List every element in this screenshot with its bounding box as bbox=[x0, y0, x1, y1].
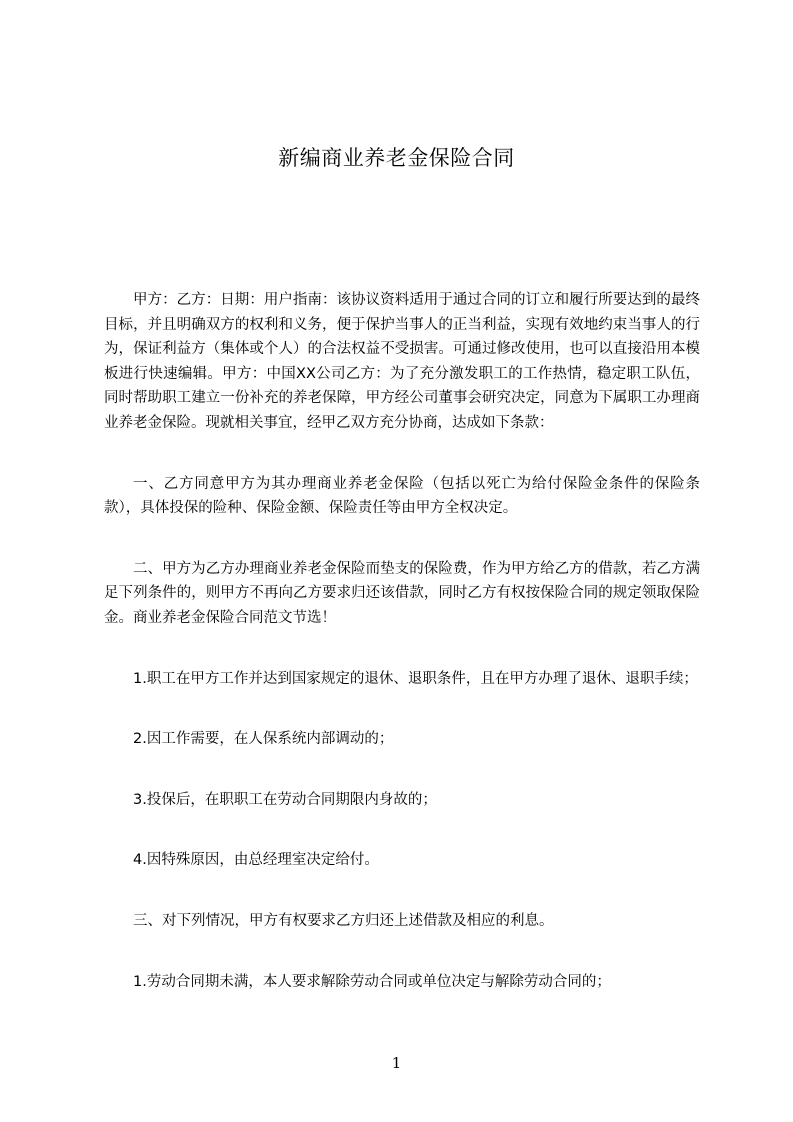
paragraph-item-4: 4.因特殊原因，由总经理室决定给付。 bbox=[133, 852, 379, 869]
paragraph-intro: 甲方：乙方：日期：用户指南：该协议资料适用于通过合同的订立和履行所要达到的最终目标，并且明确双方的权利和义务，便于保护当事人的正当利益，实现有效地约束当事人的行为，保证利益方（集体或个人）的合法权益不受损害。可通过修改使用，也可以直接沿用本模板进行快速编辑。甲方：中国XX公司乙方：为了充分激发职工的工作热情，稳定职工队伍，同时帮助职工建立一份补充的养老保障，甲方经公司董事会研究决定，同意为下属职工办理商业养老金保险。现就相关事宜，经甲乙双方充分协商，达成如下条款： bbox=[104, 292, 700, 431]
paragraph-item-1: 1.职工在甲方工作并达到国家规定的退休、退职条件，且在甲方办理了退休、退职手续； bbox=[133, 670, 698, 687]
paragraph-item-3: 3.投保后，在职职工在劳动合同期限内身故的； bbox=[133, 791, 437, 808]
paragraph-clause-1: 一、乙方同意甲方为其办理商业养老金保险（包括以死亡为给付保险金条件的保险条款），具体投保的险种、保险金额、保险责任等由甲方全权决定。 bbox=[104, 475, 700, 517]
paragraph-item-2: 2.因工作需要，在人保系统内部调动的； bbox=[133, 731, 394, 748]
document-title: 新编商业养老金保险合同 bbox=[278, 146, 515, 170]
paragraph-clause-3: 三、对下列情况，甲方有权要求乙方归还上述借款及相应的利息。 bbox=[133, 912, 554, 929]
page-number: 1 bbox=[391, 1054, 402, 1072]
document-body bbox=[104, 288, 700, 994]
paragraph-clause-3-item-1: 1.劳动合同期未满，本人要求解除劳动合同或单位决定与解除劳动合同的； bbox=[133, 973, 611, 990]
paragraph-clause-2: 二、甲方为乙方办理商业养老金保险而垫支的保险费，作为甲方给乙方的借款，若乙方满足下列条件的，则甲方不再向乙方要求归还该借款，同时乙方有权按保险合同的规定领取保险金。商业养老金保险合同范文节选！ bbox=[104, 560, 700, 626]
